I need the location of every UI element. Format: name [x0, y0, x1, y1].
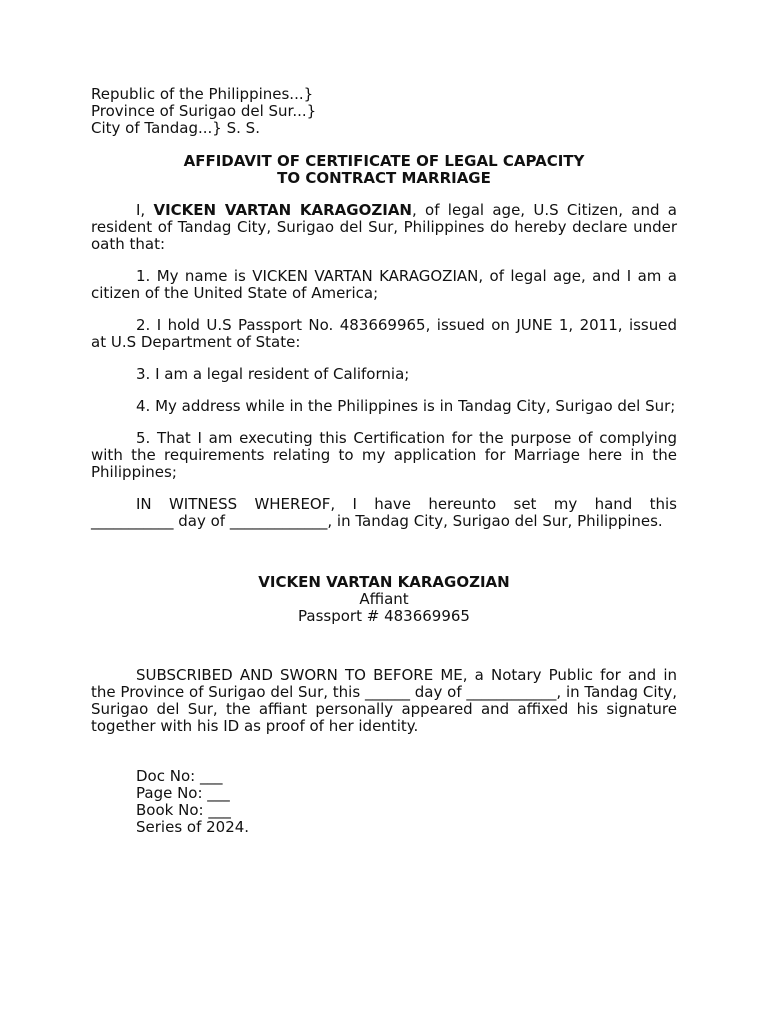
book-number: Book No: ___ — [136, 801, 231, 819]
venue-block — [91, 86, 677, 137]
jurat-text-3: , in Tandag City, Surigao del Sur, the affiant personally appeared and affixed his signature together with his ID as proof of her identity. — [91, 683, 678, 735]
title-line-2: TO CONTRACT MARRIAGE — [277, 169, 491, 187]
jurat-text-2: day of — [409, 683, 467, 701]
series-year: Series of 2024. — [136, 818, 250, 836]
declaration-item-4: 4. My address while in the Philippines is in Tandag City, Surigao del Sur; — [136, 397, 676, 415]
declaration-item-5: 5. That I am executing this Certification for the purpose of complying with the requirements relating to my application for Marriage here in the Philippines; — [91, 429, 677, 481]
witness-text-1: IN WITNESS WHEREOF, I have hereunto set my hand this — [136, 495, 677, 513]
affiant-passport: Passport # 483669965 — [298, 607, 470, 625]
declaration-item-3: 3. I am a legal resident of California; — [136, 365, 410, 383]
witness-paragraph — [91, 496, 677, 530]
affidavit-document — [91, 86, 677, 836]
document-title — [91, 153, 677, 187]
affiant-name: VICKEN VARTAN KARAGOZIAN — [258, 573, 510, 591]
venue-city: City of Tandag...} S. S. — [91, 119, 260, 137]
affiant-name-inline: VICKEN VARTAN KARAGOZIAN — [153, 201, 412, 219]
page-number: Page No: ___ — [136, 784, 230, 802]
signature-block — [91, 574, 677, 625]
intro-suffix: , of legal age, U.S Citizen, and a resident of Tandag City, Surigao del Sur, Philippines do hereby declare under oath that: — [91, 201, 677, 253]
notarial-register — [136, 768, 677, 836]
jurat-paragraph — [91, 667, 677, 735]
jurat-month-blank: ____________ — [466, 683, 557, 701]
intro-prefix: I, — [136, 201, 154, 219]
venue-province: Province of Surigao del Sur...} — [91, 102, 317, 120]
doc-number: Doc No: ___ — [136, 767, 223, 785]
witness-day-blank: ___________ — [91, 512, 174, 530]
affiant-role: Affiant — [359, 590, 409, 608]
declaration-item-2: 2. I hold U.S Passport No. 483669965, issued on JUNE 1, 2011, issued at U.S Department of State: — [91, 316, 677, 351]
jurat-text-1: SUBSCRIBED AND SWORN TO BEFORE ME, a Notary Public for and in the Province of Surigao del Sur, this — [91, 666, 677, 701]
title-line-1: AFFIDAVIT OF CERTIFICATE OF LEGAL CAPACITY — [183, 152, 585, 170]
witness-text-2: day of — [173, 512, 230, 530]
venue-republic: Republic of the Philippines...} — [91, 85, 314, 103]
witness-text-3: , in Tandag City, Surigao del Sur, Philippines. — [327, 512, 663, 530]
declaration-item-1: 1. My name is VICKEN VARTAN KARAGOZIAN, of legal age, and I am a citizen of the United State of America; — [91, 267, 677, 302]
intro-paragraph — [91, 202, 677, 253]
jurat-day-blank: ______ — [364, 683, 410, 701]
witness-month-blank: _____________ — [229, 512, 328, 530]
